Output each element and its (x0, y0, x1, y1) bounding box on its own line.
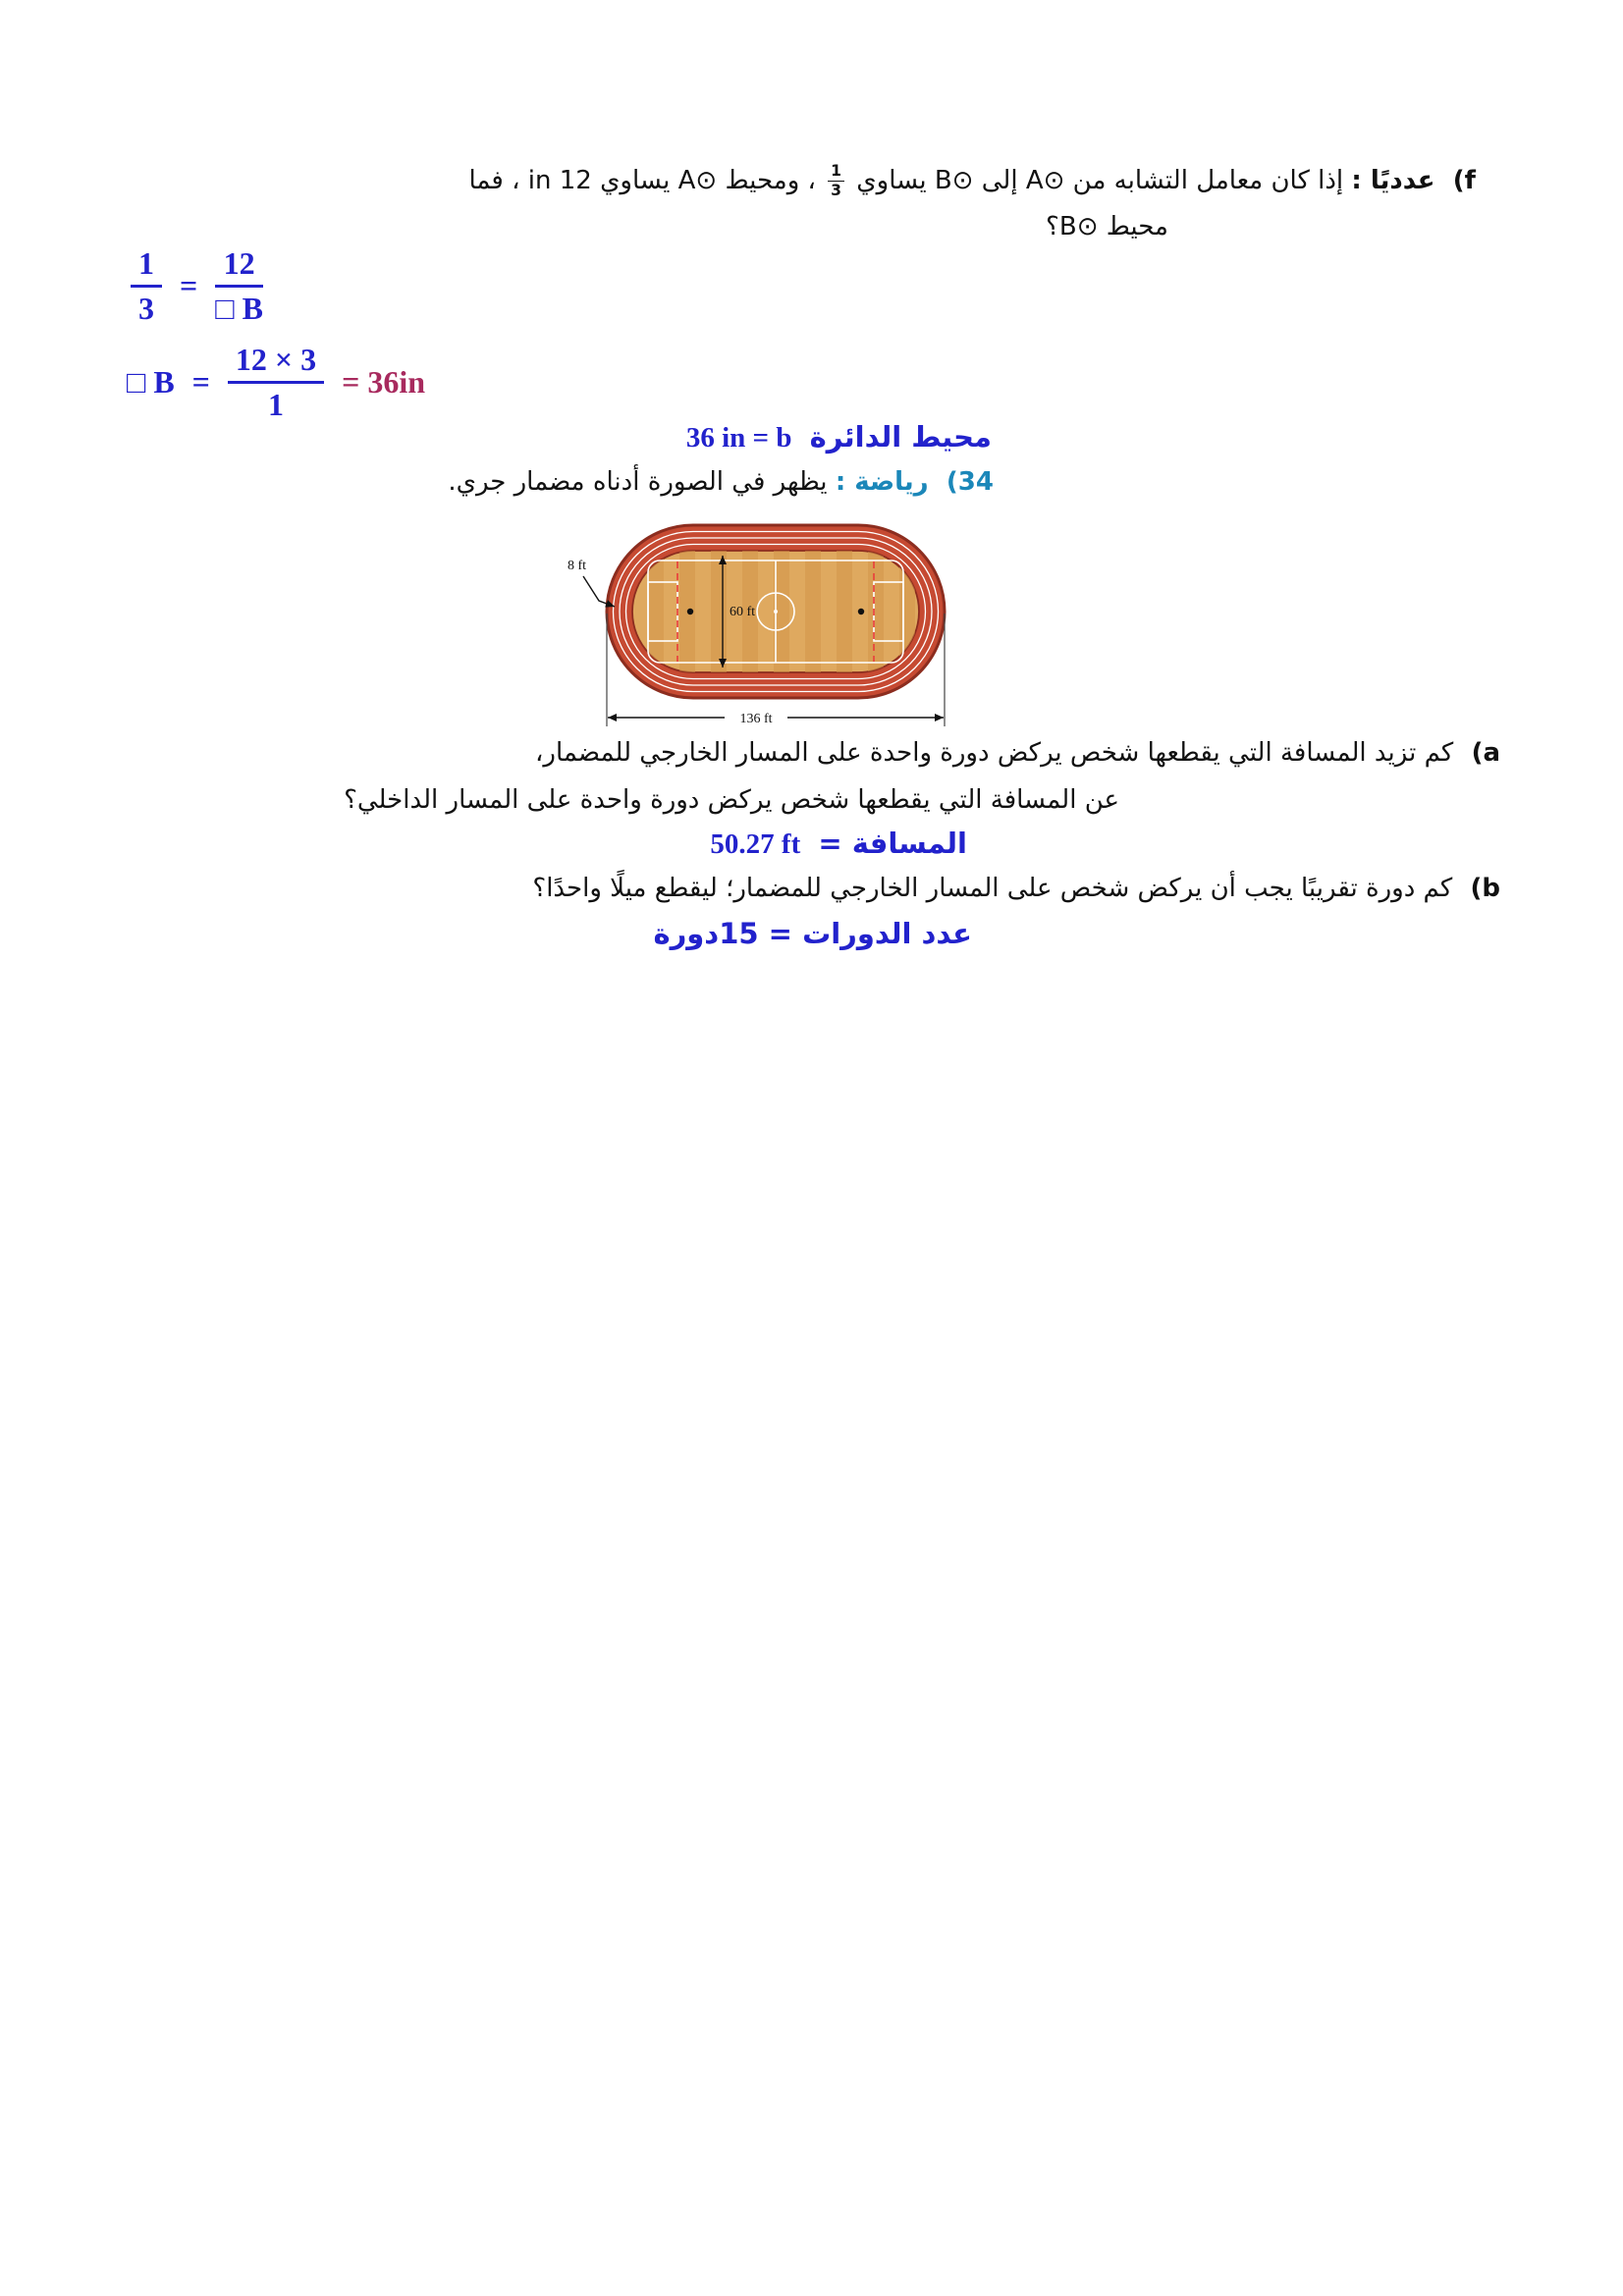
question-a-line1 (535, 736, 1500, 771)
answer-distance (710, 827, 967, 861)
equals-sign: = (191, 363, 210, 400)
answer-laps-value: 15دورة (653, 917, 759, 950)
problem-34-header (448, 465, 994, 500)
answer-distance-label: المسافة = (818, 827, 967, 860)
question-b-text: كم دورة تقريبًا يجب أن يركض شخص على المسار الخارجي للمضمار؛ ليقطع ميلًا واحدًا؟ (532, 874, 1453, 903)
problem-f-text-b: ، ومحيط ⊙A يساوي 12 in ، فما (468, 166, 816, 196)
question-a-marker: (a (1471, 738, 1500, 768)
fraction-12-over-B: $\frac{12}{□ B}$ (215, 245, 263, 326)
answer-laps (653, 917, 972, 950)
answer-circumference (686, 420, 992, 454)
answer-distance-value: 50.27 ft (710, 828, 801, 860)
problem-f-keyword: عدديًا : (1351, 166, 1435, 196)
answer-laps-label: عدد الدورات = (768, 917, 972, 950)
eq2-result: = 36in (342, 363, 426, 400)
problem-f-line1 (468, 163, 1476, 199)
track-figure (560, 520, 952, 734)
penalty-spot-right (858, 609, 864, 614)
question-a-line2: عن المسافة التي يقطعها شخص يركض دورة واحدة على المسار الداخلي؟ (344, 785, 1119, 815)
track-length-label: 136 ft (739, 712, 773, 726)
penalty-spot-left (687, 609, 693, 614)
track-svg (560, 520, 952, 734)
problem-f-line2: محيط ⊙B؟ (1046, 212, 1168, 241)
work-equation-1 (126, 245, 268, 327)
fraction-one-third: $\frac{1}{3}$ (131, 245, 162, 327)
one-third-fraction: $\frac{1}{3}$ (828, 163, 844, 199)
center-spot (774, 610, 778, 614)
question-b-line1 (532, 872, 1500, 906)
lane-width-label: 8 ft (568, 559, 587, 573)
problem-34-keyword: رياضة : (835, 467, 929, 497)
question-b-marker: (b (1470, 874, 1500, 903)
fraction-12x3-over-1: $\frac{12 \times 3}{1}$ (228, 342, 324, 423)
answer-circumference-value: 36 in = b (685, 422, 792, 454)
eq2-lhs: □ B (127, 363, 175, 400)
problem-34-marker: (34 (946, 467, 994, 497)
work-equation-2 (122, 342, 430, 423)
field-height-label: 60 ft (730, 605, 756, 619)
problem-f-text-a: إذا كان معامل التشابه من ⊙A إلى ⊙B يساوي (856, 166, 1344, 196)
problem-34-text: يظهر في الصورة أدناه مضمار جري. (448, 467, 828, 497)
answer-circumference-label: محيط الدائرة (809, 420, 992, 454)
problem-f-marker: (f (1452, 166, 1476, 196)
equals-sign: = (180, 267, 198, 303)
question-a-text1: كم تزيد المسافة التي يقطعها شخص يركض دورة واحدة على المسار الخارجي للمضمار، (535, 738, 1454, 768)
